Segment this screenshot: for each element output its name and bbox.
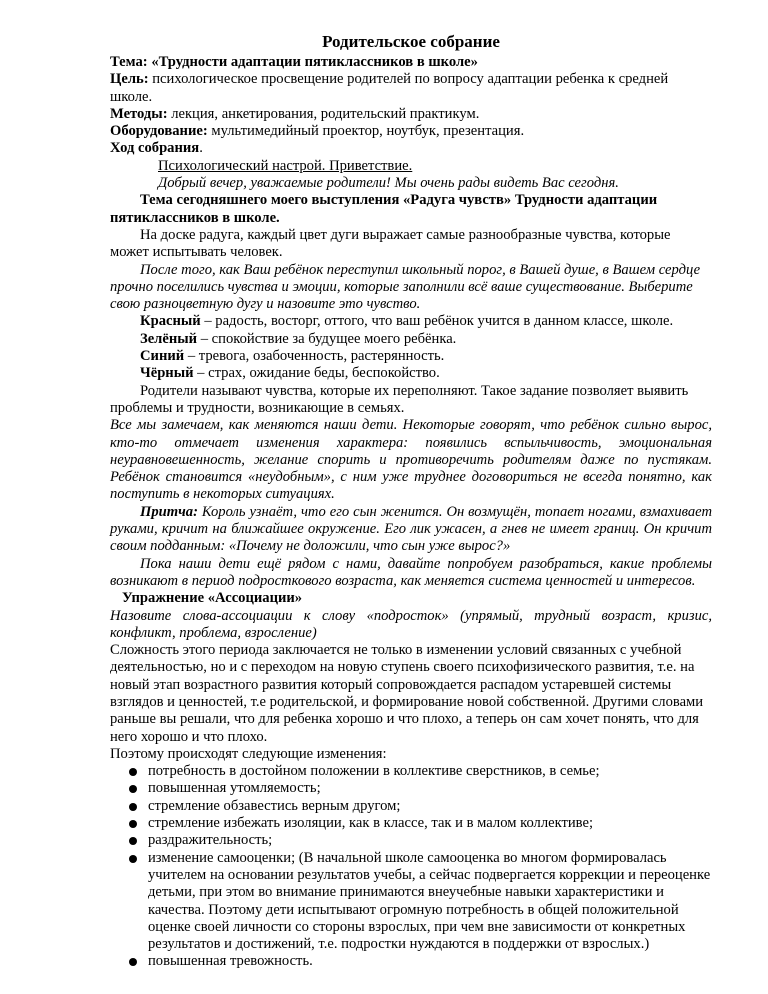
procedure-line (110, 140, 712, 157)
color-black: Чёрный – страх, ожидание беды, беспокойство. (140, 365, 440, 382)
equipment-line (110, 123, 712, 140)
changes-list (110, 763, 712, 971)
document-title: Родительское собрание (322, 32, 500, 51)
methods-label: Методы: (110, 105, 168, 122)
list-item: стремление обзавестись верным другом; (148, 798, 712, 815)
list-item: изменение самооценки; (В начальной школе самооценка во многом формировалась учителем на основании результатов учебы, а сейчас подвергается коррекции и переоценке детьми, при этом во внимание принимаются внеучебные навыки характеристики и качества. Поэтому дети испытывают огромную потребность в общей положительной оценке своей личности со стороны взрослых, при чем вне зависимости от конкретных результатов и достижений, т.е. подростки нуждаются в поддержки от взрослых.) (148, 849, 711, 953)
speech-topic: Тема сегодняшнего моего выступления «Радуга чувств» Трудности адаптации пятиклассников в школе. (110, 192, 658, 226)
greeting-title: Психологический настрой. Приветствие. (158, 157, 413, 174)
goal-line (110, 71, 712, 106)
while-italic: Пока наши дети ещё рядом с нами, давайте попробуем разобраться, какие проблемы возникают в период подросткового возраста, как меняется система ценностей и интересов. (110, 555, 712, 589)
procedure-after: . (199, 140, 203, 157)
goal-label: Цель: (110, 71, 149, 88)
equipment-label: Оборудование: (110, 123, 208, 140)
complexity-text: Сложность этого периода заключается не только в изменении условий связанных с учебной деятельностью, но и с переходом на новую ступень своего психофизического развития, т.е. на новый этап возрастного развития который сопровождается распадом устаревшей системы взглядов и ценностей, т.е родительской, и формирование новой собственной. Другими словами раньше вы решали, что для ребенка хорошо и что плохо, а теперь он сам хочет понять, что для него хорошо и что плохо. (110, 642, 704, 745)
list-item: раздражительность; (148, 832, 712, 849)
color-green: Зелёный – спокойствие за будущее моего ребёнка. (140, 330, 457, 347)
methods-line (110, 106, 712, 123)
procedure-label: Ход собрания (110, 140, 200, 157)
list-item: повышенная утомляемость; (148, 780, 712, 797)
list-item: потребность в достойном положении в коллективе сверстников, в семье; (148, 763, 712, 780)
list-item: повышенная тревожность. (148, 953, 712, 970)
parable (110, 504, 712, 556)
topic-line (110, 54, 712, 71)
greeting-text: Добрый вечер, уважаемые родители! Мы очень рады видеть Вас сегодня. (158, 175, 619, 192)
color-red: Красный – радость, восторг, оттого, что ваш ребёнок учится в данном классе, школе. (140, 313, 674, 330)
exercise-title: Упражнение «Ассоциации» (122, 590, 303, 607)
equipment-text: мультимедийный проектор, ноутбук, презентация. (207, 123, 525, 140)
list-item: стремление избежать изоляции, как в классе, так и в малом коллективе; (148, 815, 712, 832)
document-page (110, 32, 712, 971)
changes-italic: Все мы замечаем, как меняются наши дети. Некоторые говорят, что ребёнок сильно вырос, кто-то отмечает изменения характера: появились вспыльчивость, эмоциональная неуравновешенность, желание спорить и противоречить родителям даже по пустякам. Ребёнок становится «неудобным», с ним уже труднее договориться не всегда понятно, как поступить в некоторых ситуациях. (110, 417, 712, 503)
parable-label: Притча: (140, 503, 198, 520)
parable-text: Король узнаёт, что его сын женится. Он возмущён, топает ногами, взмахивает руками, кричит на ближайшее окружение. Его лик ужасен, а гнев не имеет границ. Он кричит своим подданным: «Почему не доложили, что сын уже вырос?» (110, 503, 712, 555)
methods-text: лекция, анкетирования, родительский практикум. (167, 105, 480, 122)
topic-label: Тема: (110, 54, 148, 70)
rainbow-italic: После того, как Ваш ребёнок переступил школьный порог, в Вашей душе, в Вашем сердце прочно поселились чувства и эмоции, которые заполнили всё ваше существование. Выберите свою разноцветную дугу и назовите это чувство. (110, 261, 701, 313)
exercise-italic: Назовите слова-ассоциации к слову «подросток» (упрямый, трудный возраст, кризис, конфликт, проблема, взросление) (110, 607, 712, 641)
topic-text: «Трудности адаптации пятиклассников в школе» (151, 54, 478, 70)
parents-text: Родители называют чувства, которые их переполняют. Такое задание позволяет выявить проблемы и трудности, возникающие в семьях. (110, 382, 689, 416)
rainbow-text: На доске радуга, каждый цвет дуги выражает самые разнообразные чувства, которые может испытывать человек. (110, 226, 671, 261)
color-blue: Синий – тревога, озабоченность, растерянность. (140, 348, 445, 365)
goal-text: психологическое просвещение родителей по вопросу адаптации ребенка к средней школе. (110, 71, 669, 105)
therefore-text: Поэтому происходят следующие изменения: (110, 745, 387, 762)
